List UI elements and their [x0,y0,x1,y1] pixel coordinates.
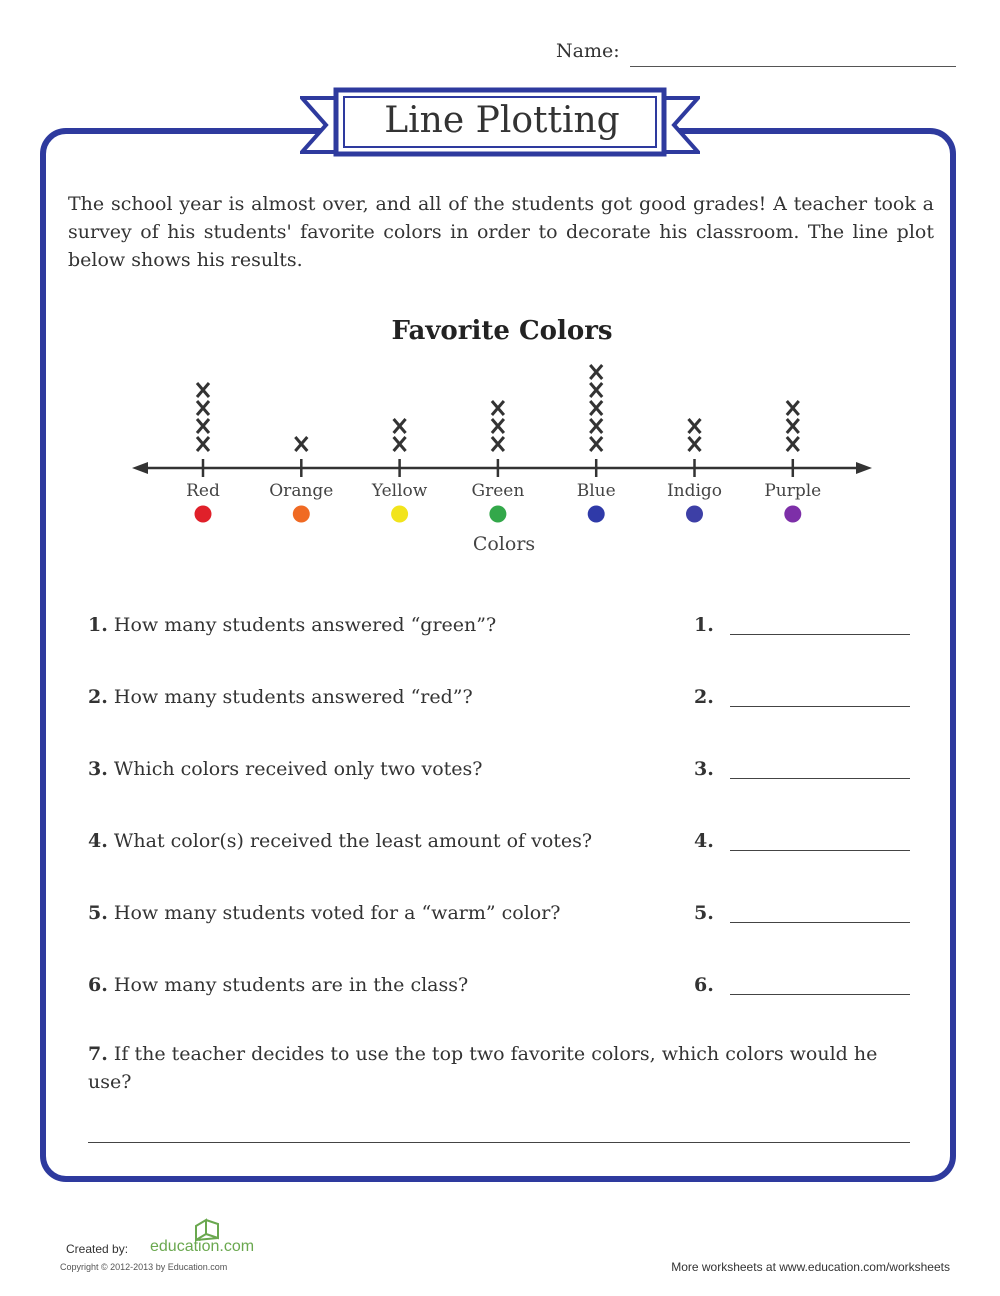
arrow-left-icon [132,462,148,474]
question-text: How many students answered “green”? [113,614,497,636]
x-mark-green [492,401,504,415]
color-dot-yellow [391,506,408,523]
name-line[interactable] [630,66,956,67]
answer-line-5[interactable] [730,922,910,923]
question-number: 6. [88,974,108,996]
question-number: 2. [88,686,108,708]
answer-label-6: 6. [694,974,714,996]
x-mark-purple [787,401,799,415]
question-2 [88,686,473,708]
tick-label-red: Red [186,481,220,501]
page-title: Line Plotting [384,100,620,141]
tick-label-green: Green [471,481,525,501]
answer-line-4[interactable] [730,850,910,851]
copyright-text: Copyright © 2012-2013 by Education.com [60,1262,228,1272]
chart-title: Favorite Colors [391,316,613,346]
x-mark-indigo [689,437,701,451]
question-7 [88,1040,908,1096]
x-mark-purple [787,437,799,451]
answer-line-7[interactable] [88,1142,910,1143]
x-mark-green [492,419,504,433]
answer-line-6[interactable] [730,994,910,995]
question-5 [88,902,560,924]
name-label: Name: [556,40,620,62]
question-1 [88,614,496,636]
name-field[interactable] [556,38,956,70]
intro-paragraph: The school year is almost over, and all of the students got good grades! A teacher took a survey of his students' favorite colors in order to decorate his classroom. The line plot below shows his results. [68,193,934,271]
x-mark-red [197,401,209,415]
question-text: How many students are in the class? [113,974,469,996]
question-text: If the teacher decides to use the top two favorite colors, which colors would he use? [88,1043,878,1093]
question-4 [88,830,592,852]
footer-branding [60,1232,320,1280]
more-worksheets-link[interactable]: More worksheets at www.education.com/worksheets [671,1260,950,1274]
x-mark-blue [590,383,602,397]
x-mark-red [197,419,209,433]
color-dot-indigo [686,506,703,523]
arrow-right-icon [856,462,872,474]
color-dot-blue [588,506,605,523]
tick-label-purple: Purple [764,481,822,501]
x-mark-blue [590,419,602,433]
tick-label-yellow: Yellow [371,481,428,501]
education-logo-text: education.com [150,1238,255,1255]
answer-label-5: 5. [694,902,714,924]
created-by-label: Created by: [66,1242,129,1256]
question-number: 1. [88,614,108,636]
tick-label-orange: Orange [269,481,334,501]
line-plot [120,350,880,560]
answer-line-1[interactable] [730,634,910,635]
question-number: 7. [88,1043,108,1065]
x-mark-orange [295,437,307,451]
color-dot-red [195,506,212,523]
x-mark-blue [590,365,602,379]
answer-line-3[interactable] [730,778,910,779]
tick-label-indigo: Indigo [666,481,723,501]
x-mark-purple [787,419,799,433]
question-number: 5. [88,902,108,924]
x-mark-red [197,383,209,397]
x-mark-blue [590,437,602,451]
answer-label-4: 4. [694,830,714,852]
answer-label-3: 3. [694,758,714,780]
x-mark-indigo [689,419,701,433]
question-text: How many students voted for a “warm” color? [113,902,561,924]
question-text: What color(s) received the least amount of votes? [113,830,593,852]
x-axis-label: Colors [472,533,536,555]
question-6 [88,974,468,996]
question-number: 3. [88,758,108,780]
color-dot-orange [293,506,310,523]
x-mark-blue [590,401,602,415]
answer-label-1: 1. [694,614,714,636]
tick-label-blue: Blue [576,481,616,501]
question-text: Which colors received only two votes? [113,758,483,780]
question-3 [88,758,482,780]
question-number: 4. [88,830,108,852]
x-mark-red [197,437,209,451]
x-mark-yellow [394,419,406,433]
answer-line-2[interactable] [730,706,910,707]
x-mark-green [492,437,504,451]
answer-label-2: 2. [694,686,714,708]
worksheet-frame [40,128,956,1182]
x-mark-yellow [394,437,406,451]
question-text: How many students answered “red”? [113,686,473,708]
color-dot-green [489,506,506,523]
color-dot-purple [784,506,801,523]
